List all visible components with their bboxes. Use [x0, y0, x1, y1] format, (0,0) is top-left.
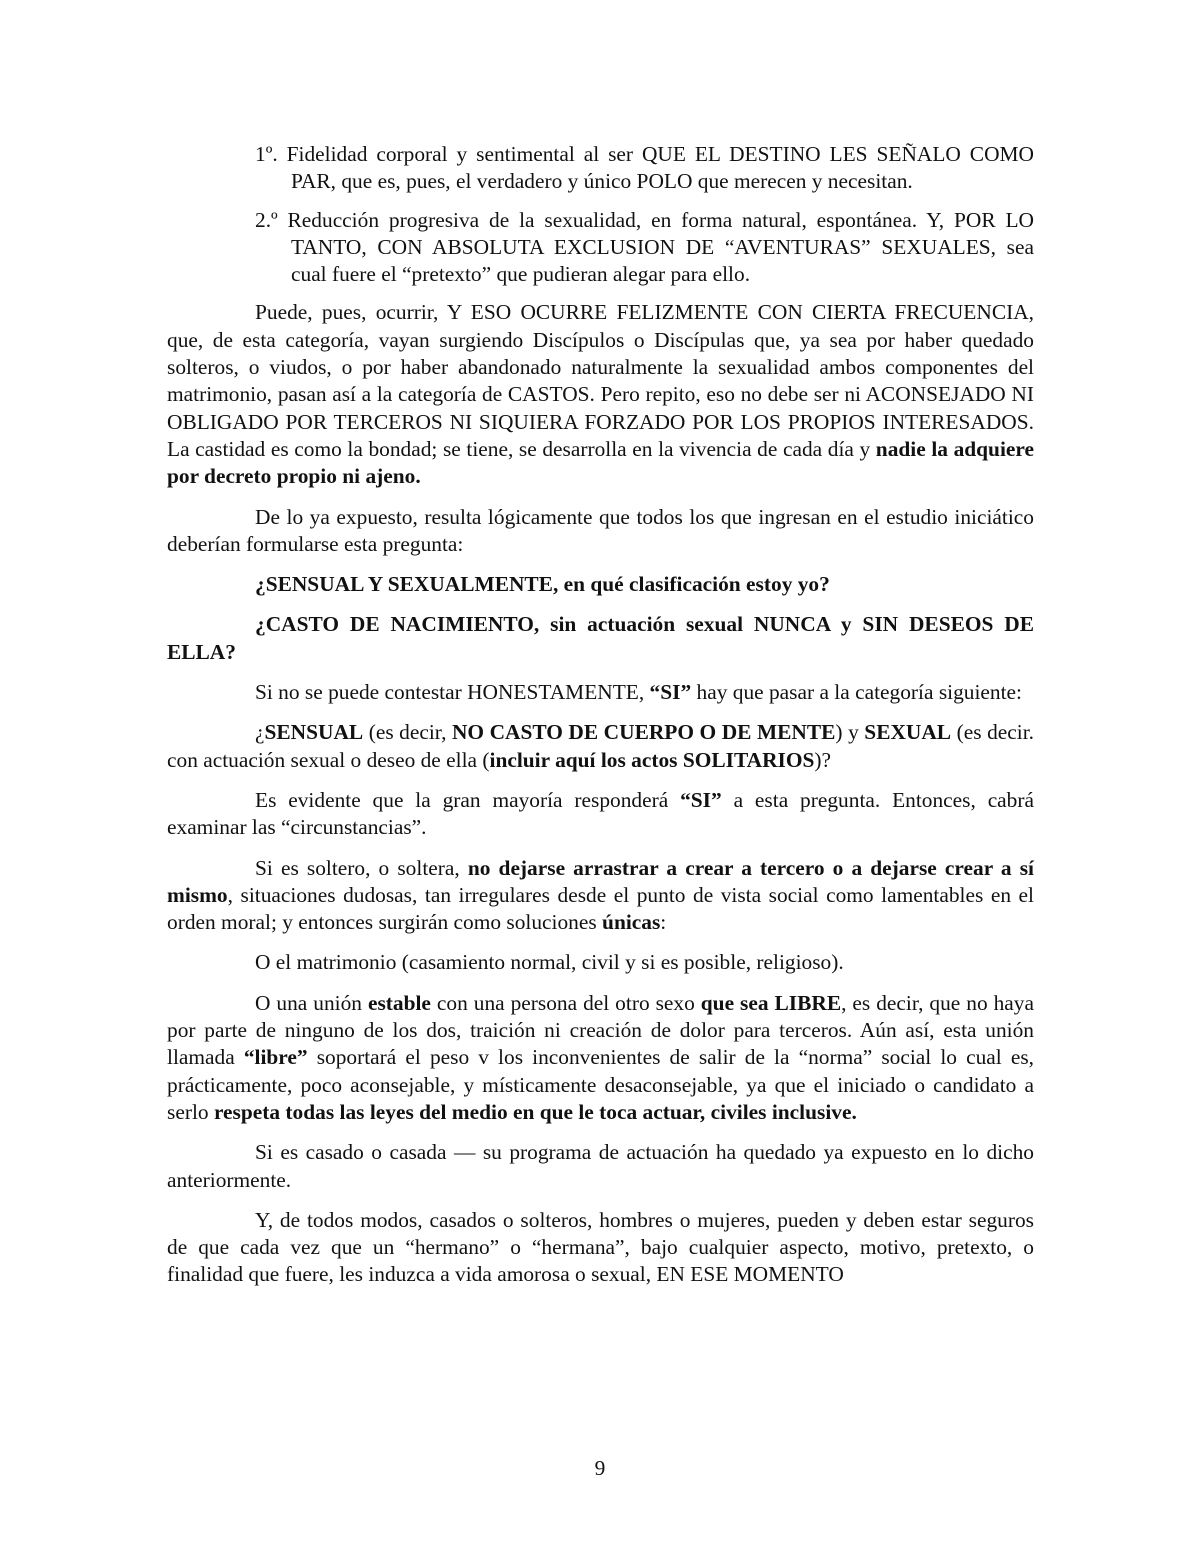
text-run: 2.º Reducción progresiva de la sexualidad, en forma natural, espontánea. Y, POR LO TANTO, CON ABSOLUTA EXCLUSION DE “AVENTURAS” SEXUALES, sea cual fuere el “pretexto” que pudieran alegar para ello. [255, 207, 1034, 287]
paragraph-mayoria [167, 787, 1034, 842]
paragraph-pregunta-intro [167, 504, 1034, 559]
list-item-1 [167, 141, 1034, 196]
text-run: 1º. Fidelidad corporal y sentimental al ser QUE EL DESTINO LES SEÑALO COMO PAR, que es, pues, el verdadero y único POLO que merecen y necesitan. [255, 142, 1034, 194]
bold-run: respeta todas las leyes del medio en que le toca actuar, civiles inclusive. [213, 1099, 857, 1124]
text-run: con una persona del otro sexo [430, 990, 701, 1015]
paragraph-matrimonio [167, 949, 1034, 976]
bold-run: “SI” [680, 787, 722, 812]
bold-run: nadie la adquiere por decreto propio ni ajeno. [167, 436, 1034, 489]
text-run: ¿ [255, 720, 265, 745]
paragraph-union-libre [167, 990, 1034, 1126]
paragraph-honestamente [167, 679, 1034, 706]
text-run: Si es soltero, o soltera, [255, 855, 468, 880]
bold-run: NO CASTO DE CUERPO O DE MENTE [451, 720, 836, 745]
text-run: (es decir, [363, 720, 452, 745]
question-clasificacion [167, 571, 1034, 598]
bold-run: que sea LIBRE [700, 990, 842, 1015]
text-run: a esta pregunta. Entonces, cabrá examinar las “circunstancias”. [167, 787, 1034, 840]
list-item-2 [167, 207, 1034, 289]
text-run: De lo ya expuesto, resulta lógicamente que todos los que ingresan en el estudio iniciático deberían formularse esta pregunta: [167, 504, 1034, 556]
text-run: Es evidente que la gran mayoría responderá [255, 787, 681, 812]
text-run: , es decir, que no haya por parte de ninguno de los dos, traición ni creación de dolor para terceros. Aún así, esta unión llamada [167, 990, 1034, 1070]
page-number: 9 [594, 1456, 606, 1480]
text-run: Puede, pues, ocurrir, Y ESO OCURRE FELIZMENTE CON CIERTA FRECUENCIA, que, de esta categoría, vayan surgiendo Discípulos o Discípulas que, ya sea por haber quedado solteros, o viudos, o por haber abandonado naturalmente la sexualidad ambos componentes del matrimonio, pasan así a la categoría de CASTOS. Pero repito, eso no debe ser ni ACONSEJADO NI OBLIGADO POR TERCEROS NI SIQUIERA FORZADO POR LOS PROPIOS INTERESADOS. La castidad es como la bondad; se tiene, se desarrolla en la vivencia de cada día y [167, 300, 1034, 461]
bold-run: SENSUAL [264, 720, 364, 745]
paragraph-casado [167, 1139, 1034, 1194]
paragraph-soltero [167, 855, 1034, 937]
text-run: O una unión [255, 990, 368, 1015]
paragraph-hermano [167, 1207, 1034, 1289]
text-run: Si no se puede contestar HONESTAMENTE, [255, 680, 650, 705]
question-sensual-sexual [167, 719, 1034, 774]
text-run: : [660, 910, 667, 935]
text-run: hay que pasar a la categoría siguiente: [691, 680, 1022, 705]
page-body [167, 141, 1034, 1289]
bold-run: ¿CASTO DE NACIMIENTO, sin actuación sexual NUNCA y SIN DESEOS DE ELLA? [167, 612, 1034, 664]
bold-run: SEXUAL [864, 720, 952, 745]
text-run: soportará el peso v los inconvenientes de salir de la “norma” social lo cual es, prácticamente, poco aconsejable, y místicamente desaconsejable, ya que el iniciado o candidato a serlo [167, 1045, 1034, 1124]
bold-run: “libre” [243, 1045, 308, 1070]
text-run: , situaciones dudosas, tan irregulares desde el punto de vista social como lamentables en el orden moral; y entonces surgirán como soluciones [167, 882, 1034, 935]
question-casto-nacimiento [167, 611, 1034, 666]
bold-run: únicas [602, 910, 661, 935]
text-run: O el matrimonio (casamiento normal, civil y si es posible, religioso). [255, 950, 844, 975]
text-run: Si es casado o casada — su programa de actuación ha quedado ya expuesto en lo dicho anteriormente. [167, 1140, 1034, 1192]
text-run: ) y [835, 720, 865, 745]
paragraph-castos [167, 299, 1034, 490]
text-run: (es decir. con actuación sexual o deseo de ella ( [167, 720, 1035, 772]
text-run: )? [814, 747, 832, 772]
bold-run: no dejarse arrastrar a crear a tercero o a dejarse crear a sí mismo [167, 855, 1034, 907]
bold-run: ¿SENSUAL Y SEXUALMENTE, en qué clasificación estoy yo? [255, 572, 830, 597]
bold-run: estable [367, 990, 431, 1015]
bold-run: “SI” [649, 680, 692, 705]
bold-run: incluir aquí los actos SOLITARIOS [489, 747, 815, 772]
text-run: Y, de todos modos, casados o solteros, hombres o mujeres, pueden y deben estar seguros de que cada vez que un “hermano” o “hermana”, bajo cualquier aspecto, motivo, pretexto, o finalidad que fuere, les induzca a vida amorosa o sexual, EN ESE MOMENTO [167, 1207, 1034, 1287]
